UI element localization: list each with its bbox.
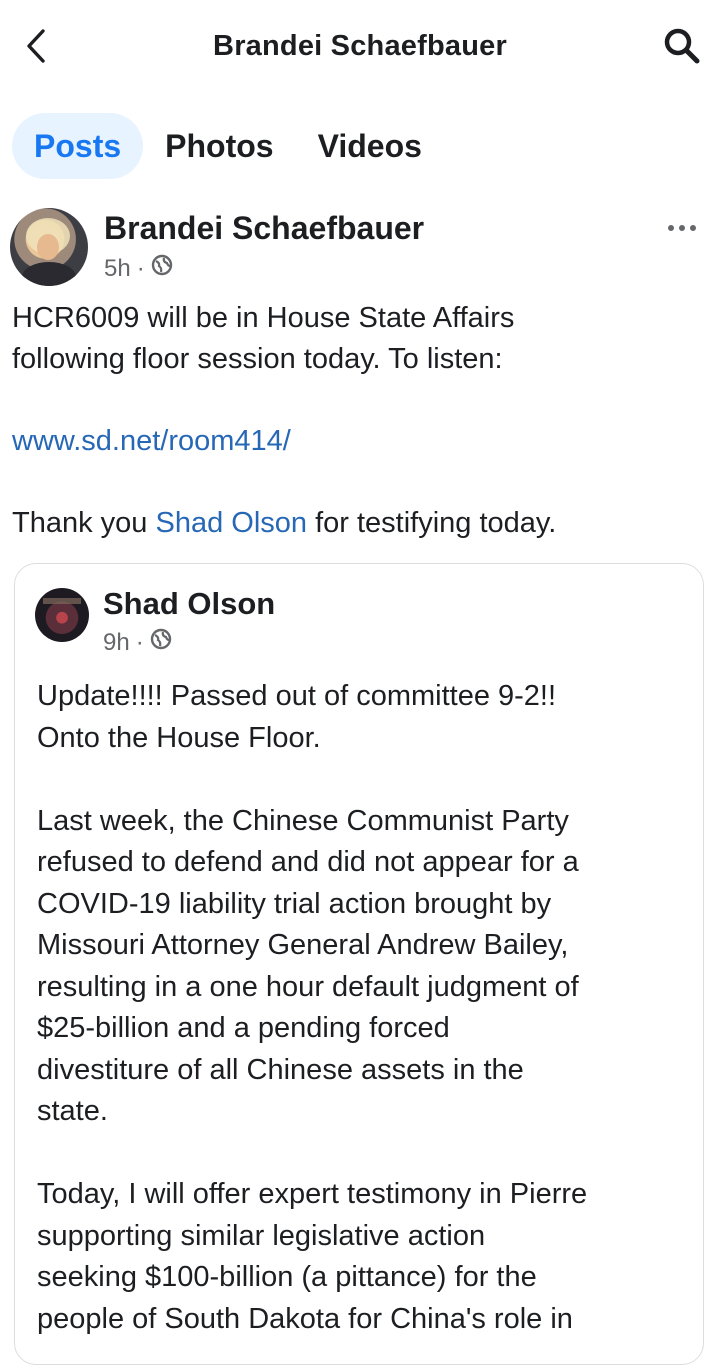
tab-videos[interactable]: Videos xyxy=(317,127,422,164)
post-line: HCR6009 will be in House State Affairs xyxy=(12,302,515,334)
mention-link[interactable]: Shad Olson xyxy=(155,507,308,539)
shared-post-line: seeking $100-billion (a pittance) for the xyxy=(37,1261,537,1293)
thanks-text: Thank you xyxy=(12,507,156,539)
avatar[interactable] xyxy=(10,208,88,286)
post-link[interactable]: www.sd.net/room414/ xyxy=(12,425,291,457)
shared-post-line: Update!!!! Passed out of committee 9-2!! xyxy=(37,680,557,712)
shared-post-line: refused to defend and did not appear for a xyxy=(37,846,579,878)
top-bar xyxy=(0,0,720,100)
shared-post-line: Today, I will offer expert testimony in Pierre xyxy=(37,1178,588,1210)
shared-post-line: Last week, the Chinese Communist Party xyxy=(37,804,569,837)
shared-post-line: divestiture of all Chinese assets in the xyxy=(37,1053,524,1086)
post-text xyxy=(12,298,712,544)
shared-post-text xyxy=(37,676,697,1340)
search-button[interactable] xyxy=(660,26,704,70)
shared-post-card[interactable] xyxy=(14,563,704,1365)
post-line: following floor session today. To listen: xyxy=(12,343,503,375)
avatar[interactable] xyxy=(35,588,89,642)
post-time[interactable]: 5h xyxy=(104,254,131,282)
shared-post-time[interactable]: 9h xyxy=(103,628,130,656)
shared-post-line: state. xyxy=(37,1095,108,1127)
page-title: Brandei Schaefbauer xyxy=(213,30,507,62)
shared-post-line: Missouri Attorney General Andrew Bailey, xyxy=(37,929,569,961)
shared-post-line: Onto the House Floor. xyxy=(37,721,321,754)
shared-post-line: supporting similar legislative action xyxy=(37,1219,486,1252)
profile-tabs xyxy=(12,112,444,180)
meta-separator: · xyxy=(136,254,145,282)
meta-separator: · xyxy=(135,628,144,656)
shared-post-line: people of South Dakota for China's role in xyxy=(37,1302,573,1335)
post-header xyxy=(10,208,710,288)
shared-post-line: COVID-19 liability trial action brought by xyxy=(37,887,552,920)
thanks-text: for testifying today. xyxy=(307,507,557,539)
tab-posts[interactable]: Posts xyxy=(12,113,143,179)
more-horizontal-icon xyxy=(667,219,697,237)
post-thanks xyxy=(12,503,712,544)
shared-post-line: $25-billion and a pending forced xyxy=(37,1012,450,1044)
shared-post-line: resulting in a one hour default judgment of xyxy=(37,970,579,1003)
globe-icon xyxy=(151,254,173,283)
globe-icon xyxy=(150,628,172,657)
search-icon xyxy=(662,26,702,71)
tab-photos[interactable]: Photos xyxy=(165,127,274,164)
shared-post-author[interactable]: Shad Olson xyxy=(103,586,276,621)
more-options-button[interactable] xyxy=(662,216,702,240)
shared-post-meta xyxy=(103,628,172,657)
post-meta xyxy=(104,254,173,283)
post-author[interactable]: Brandei Schaefbauer xyxy=(104,210,425,246)
